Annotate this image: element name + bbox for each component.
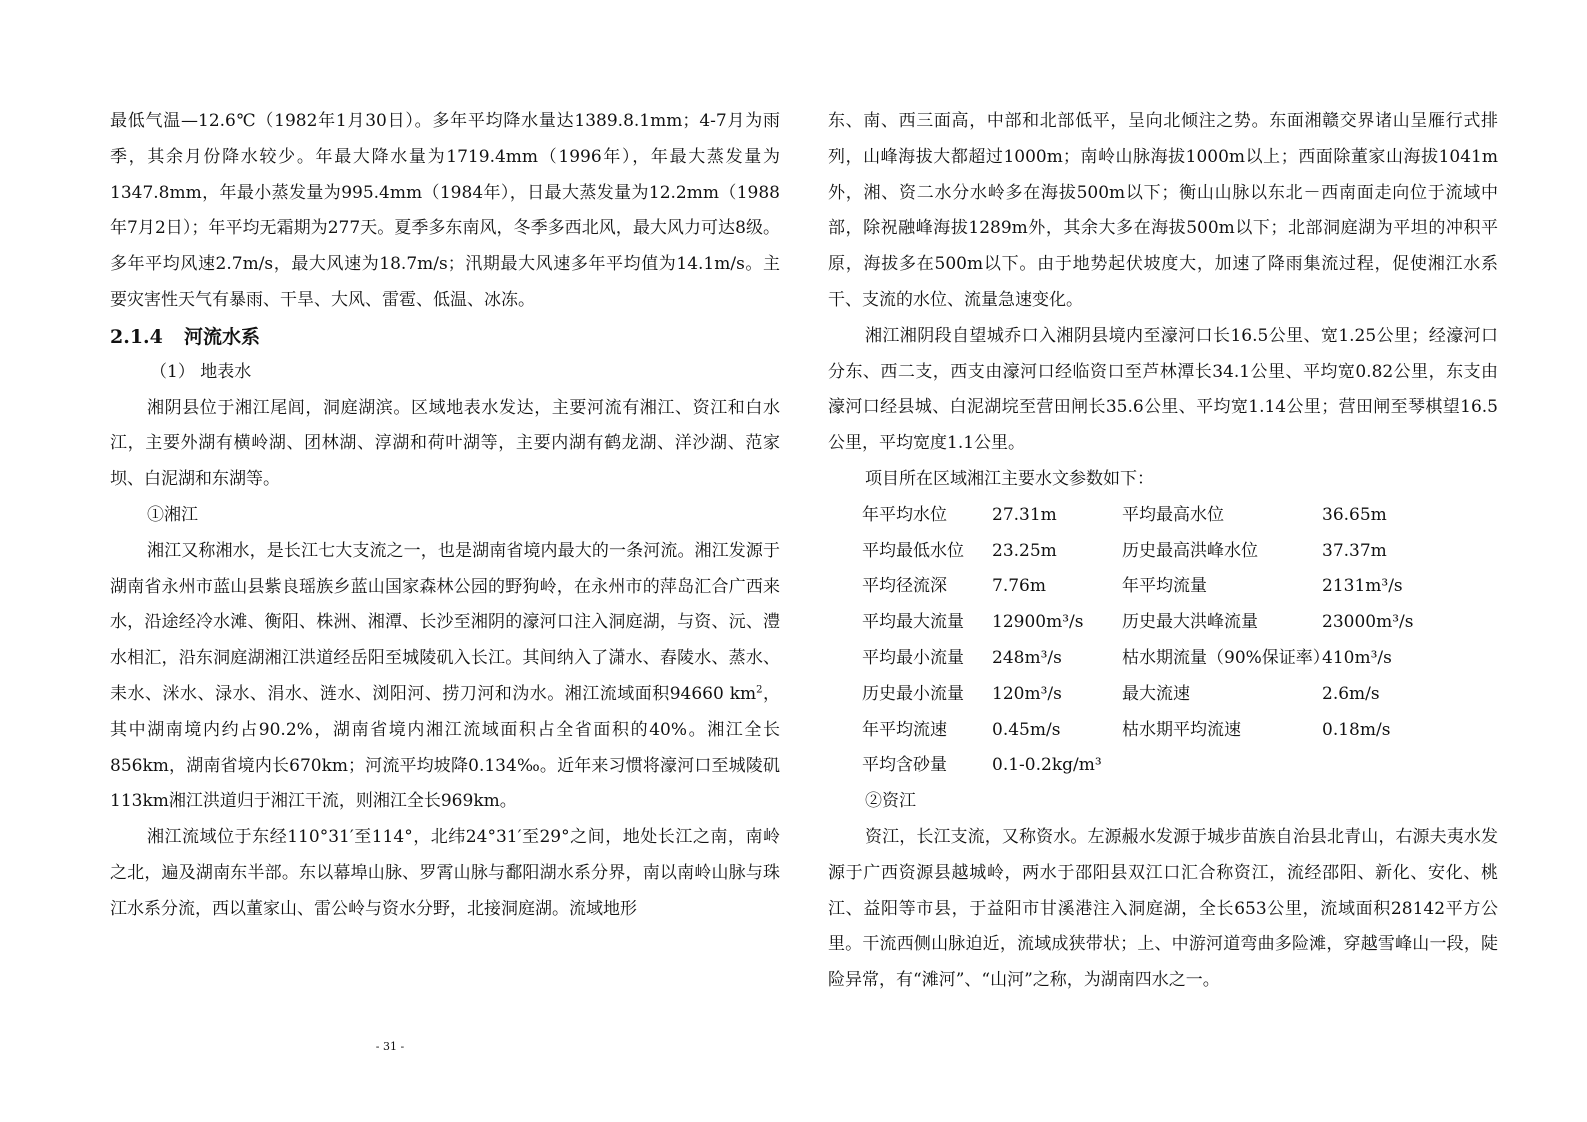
param-value: 37.37m [1322,540,1387,561]
county-water-paragraph: 湘阴县位于湘江尾闾，洞庭湖滨。区域地表水发达，主要河流有湘江、资江和白水江，主要外湖有横岭湖、团林湖、淳湖和荷叶湖等，主要内湖有鹤龙湖、洋沙湖、范家坝、白泥湖和东湖等。 [110,397,780,490]
xiangjiang-text-b: ，其中湖南境内约占90.2%，湖南省境内湘江流域面积占全省面积的40%。湘江全长856km，湖南省境内长670km；河流平均坡降0.134‰。近年来习惯将濠河口至城陵矶113km湘江洪道归于湘江干流，则湘江全长969km。 [110,683,781,812]
param-value: 36.65m [1322,504,1387,525]
param-label: 平均含砂量 [862,755,947,776]
param-value: 23.25m [992,540,1057,561]
param-label: 最大流速 [1122,683,1190,704]
param-label: 年平均流量 [1122,576,1207,597]
xiangjiang-text-a: 湘江又称湘水，是长江七大支流之一，也是湖南省境内最大的一条河流。湘江发源于湖南省永州市蓝山县紫良瑶族乡蓝山国家森林公园的野狗岭，在永州市的萍岛汇合广西来水，沿途经冷水滩、衡阳、株洲、湘潭、长沙至湘阴的濠河口注入洞庭湖，与资、沅、澧水相汇，沿东洞庭湖湘江洪道经岳阳至城陵矶入长江。其间纳入了潇水、舂陵水、蒸水、耒水、洣水、渌水、涓水、涟水、浏阳河、捞刀河和沩水。湘江流域面积94660 km [110,540,780,704]
section-number: 2.1.4 [110,325,163,348]
param-row [862,569,1498,605]
param-row [862,677,1498,713]
param-value: 410m³/s [1322,647,1392,668]
param-value: 12900m³/s [992,612,1084,633]
hydro-params-table [862,498,1498,784]
param-row [862,713,1498,749]
page-number: - 31 - [375,1040,405,1053]
right-column [828,104,1498,999]
param-label: 平均最高水位 [1122,504,1224,525]
param-value: 0.18m/s [1322,719,1391,740]
param-row [862,748,1498,784]
section-heading [110,319,780,355]
param-label: 历史最高洪峰水位 [1122,540,1258,561]
subsection-xiangjiang: ①湘江 [147,504,198,525]
left-column [110,104,780,928]
param-row [862,498,1498,534]
param-value: 27.31m [992,504,1057,525]
param-value: 2131m³/s [1322,576,1403,597]
superscript-2: 2 [756,684,763,696]
param-value: 0.45m/s [992,719,1061,740]
param-label: 年平均水位 [862,504,947,525]
param-label: 平均最低水位 [862,540,964,561]
zijiang-paragraph: 资江，长江支流，又称资水。左源赧水发源于城步苗族自治县北青山，右源夫夷水发源于广西资源县越城岭，两水于邵阳县双江口汇合称资江，流经邵阳、新化、安化、桃江、益阳等市县，于益阳市甘溪港注入洞庭湖，全长653公里，流域面积28142平方公里。干流西侧山脉迫近，流域成狭带状；上、中游河道弯曲多险滩，穿越雪峰山一段，陡险异常，有“滩河”、“山河”之称，为湖南四水之一。 [828,826,1498,991]
param-value: 23000m³/s [1322,612,1414,633]
param-label: 平均最大流量 [862,612,964,633]
param-label: 平均径流深 [862,576,947,597]
param-row [862,641,1498,677]
xiangjiang-paragraph [110,534,780,820]
subsection-zijiang: ②资江 [865,791,916,812]
param-label: 历史最小流量 [862,683,964,704]
param-row [862,534,1498,570]
xiangyin-section-paragraph: 湘江湘阴段自望城乔口入湘阴县境内至濠河口长16.5公里、宽1.25公里；经濠河口分东、西二支，西支由濠河口经临资口至芦林潭长34.1公里、平均宽0.82公里，东支由濠河口经县城、白泥湖垸至营田闸长35.6公里、平均宽1.14公里；营田闸至琴棋望16.5公里，平均宽度1.1公里。 [828,325,1498,454]
param-value: 248m³/s [992,647,1062,668]
param-value: 120m³/s [992,683,1062,704]
param-label: 历史最大洪峰流量 [1122,612,1258,633]
basin-location-paragraph: 湘江流域位于东经110°31′至114°，北纬24°31′至29°之间，地处长江之南，南岭之北，遍及湖南东半部。东以幕埠山脉、罗霄山脉与鄱阳湖水系分界，南以南岭山脉与珠江水系分流，西以董家山、雷公岭与资水分野，北接洞庭湖。流域地形 [110,827,780,919]
section-title: 河流水系 [184,325,261,348]
param-label: 枯水期平均流速 [1122,719,1241,740]
param-value: 2.6m/s [1322,683,1380,704]
param-label: 年平均流速 [862,719,947,740]
subsection-surface-water: （1） 地表水 [150,361,252,382]
climate-paragraph: 最低气温—12.6℃（1982年1月30日）。多年平均降水量达1389.8.1mm；4-7月为雨季，其余月份降水较少。年最大降水量为1719.4mm（1996年），年最大蒸发量为1347.8mm，年最小蒸发量为995.4mm（1984年），日最大蒸发量为12.2mm（1988年7月2日）；年平均无霜期为277天。夏季多东南风，冬季多西北风，最大风力可达8级。多年平均风速2.7m/s，最大风速为18.7m/s；汛期最大风速多年平均值为14.1m/s。主要灾害性天气有暴雨、干旱、大风、雷雹、低温、冰冻。 [110,111,780,310]
param-label: 枯水期流量（90%保证率） [1122,647,1330,668]
terrain-paragraph: 东、南、西三面高，中部和北部低平，呈向北倾注之势。东面湘赣交界诸山呈雁行式排列，山峰海拔大都超过1000m；南岭山脉海拔1000m以上；西面除董家山海拔1041m外，湘、资二水分水岭多在海拔500m以下；衡山山脉以东北－西南面走向位于流域中部，除祝融峰海拔1289m外，其余大多在海拔500m以下；北部洞庭湖为平坦的冲积平原，海拔多在500m以下。由于地势起伏坡度大，加速了降雨集流过程，促使湘江水系干、支流的水位、流量急速变化。 [828,111,1498,310]
param-value: 7.76m [992,576,1046,597]
param-value: 0.1-0.2kg/m³ [992,755,1102,776]
hydro-intro: 项目所在区域湘江主要水文参数如下： [865,468,1154,489]
param-row [862,605,1498,641]
param-label: 平均最小流量 [862,647,964,668]
